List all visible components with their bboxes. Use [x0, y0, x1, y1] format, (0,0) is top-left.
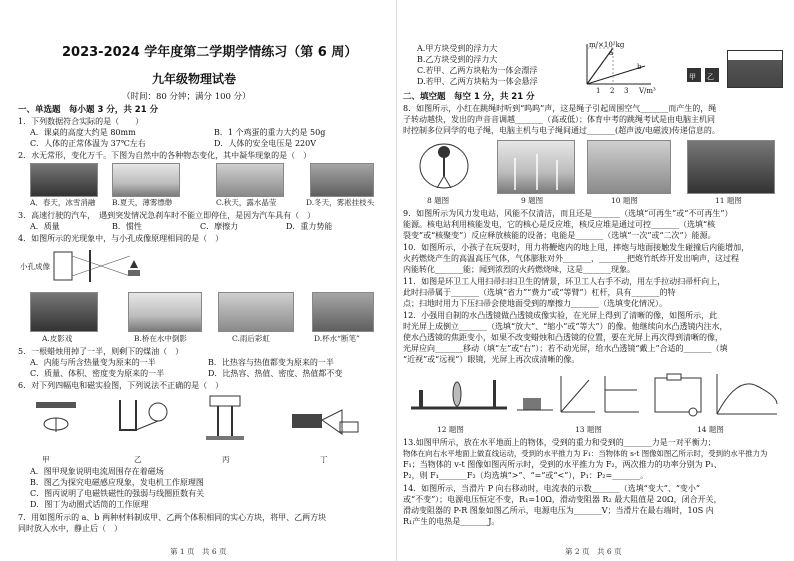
pinhole-diagram [50, 246, 150, 286]
q4-option-a: A.皮影戏 [42, 334, 73, 343]
fig8-caption: 8 题图 [427, 196, 450, 205]
fig9-turbine-shapes [497, 140, 573, 192]
question-7-line-2: 同时放入水中，静止后（ ） [18, 524, 122, 533]
question-4: 4．如图所示的光现象中，与小孔成像原理相同的是（ ） [18, 234, 224, 243]
question-11-line-3: 点；扫地时用力下压扫帚会使地面受到的摩擦力_______（选填变化情况）。 [403, 299, 667, 308]
exam-meta: （时间：80 分钟；满分 100 分） [122, 92, 251, 102]
question-12-line-5: “近视”或“远视”）眼镜，光屏上再次成清晰的像。 [403, 355, 580, 364]
q4-option-d: D.杯水“断笔” [314, 334, 360, 343]
exam-subtitle: 九年级物理试卷 [152, 72, 237, 86]
graph-tick-3: 3 [624, 87, 629, 95]
q6-diagrams [30, 392, 370, 454]
page-footer-1: 第 1 页 共 6 页 [170, 547, 227, 556]
q6-label-ding: 丁 [320, 455, 328, 464]
q6-option-a: A．图甲现象说明电流周围存在着磁场 [30, 467, 164, 476]
water-tank [727, 50, 783, 88]
question-5: 5．一根蜡烛用掉了一半，则剩下的煤油（ ） [18, 347, 184, 356]
section-single-choice: 一、单选题 每小题 3 分，共 21 分 [18, 105, 159, 115]
question-1: 1．下列数据符合实际的是（ ） [18, 117, 144, 126]
question-11-line-2: 此时扫帚属于_______（选填“省力”“费力”或“等臂”）杠杆，具有_______的特 [403, 288, 676, 297]
graph-tick-1: 1 [596, 87, 601, 95]
question-13-line-1: 13.如图甲所示，放在水平地面上的物体，受到的重力和受到的_______力是一对平衡力； [403, 438, 716, 447]
q6-option-b: B．图乙为探究电磁感应现象，发电机工作原理图 [30, 478, 204, 487]
pinhole-label: 小孔成像 [20, 262, 50, 271]
q6-label-bing: 丙 [222, 455, 230, 464]
q4-image-bridge-reflection [128, 292, 202, 332]
q4-image-rainbow [218, 292, 294, 332]
q2-image-rime [310, 163, 374, 197]
q3-option-d: D．重力势能 [286, 222, 333, 231]
question-13-line-2: 物体在向右水平地面上做直线运动，受到的水平推力为 F₁：当物体的 s-t 图像如图乙所示时，受到的水平推力为 [403, 449, 768, 458]
question-9-line-2: 能源。核电站利用核能发电，它的核心是反应堆，核反应堆是通过可控_______（选填“核 [403, 220, 716, 229]
question-10-line-1: 10．如图所示，小孩子在玩耍时，用力将鞭炮内的地上甩，摔炮与地面接触发生碰撞后内能增加， [403, 243, 750, 252]
q3-option-b: B．惯性 [112, 222, 142, 231]
q6-label-yi: 乙 [134, 455, 142, 464]
q3-option-a: A．质量 [30, 222, 60, 231]
right-column [397, 0, 794, 561]
q4-option-b: B.桥在水中倒影 [134, 334, 187, 343]
q3-option-c: C．摩擦力 [200, 222, 239, 231]
fig12-14-diagrams [407, 368, 783, 424]
q5-option-a: A．内能与所含热量变为原来的一半 [30, 358, 156, 367]
section-fill-blank: 二、填空题 每空 1 分，共 21 分 [403, 92, 535, 102]
q4-image-shadow-play [30, 292, 98, 332]
graph-line-a: a [609, 49, 614, 57]
question-11-line-1: 11．如图是环卫工人用扫帚扫扫卫生的情景，环卫工人右手不动，用左手拉动扫帚杆向上， [403, 277, 726, 286]
q2-option-b: B.夏天，薄雾缥缈 [112, 198, 173, 207]
question-13-line-4: P₂，则 F₁_______F₂（均选填“>”、“=”或“<”），P₁：P₂=_______。 [403, 471, 649, 480]
question-14-line-1: 14．如图所示，当滑片 P 向右移动时，电流表的示数_______（选填“变大”、“变小” [403, 484, 701, 493]
question-9-line-3: 裂变”或“核聚变”）反应释放核能的设备；电能是_______（选填“一次”或“二次”）能源。 [403, 231, 716, 240]
q1-option-d: D．人体的安全电压是 220V [214, 139, 317, 148]
question-8-line-2: 子转动越快，发出的声音音调越_______（高或低）；体育中考的跳绳考试是由电脑主机同 [403, 115, 715, 124]
question-14-line-2: 或“不变”）；电源电压恒定不变，R₁=10Ω，滑动变阻器 R₂ 最大阻值是 20Ω，闭合开关， [403, 495, 722, 504]
q2-image-dew [216, 163, 284, 197]
q7-option-a: A.甲方块受到的浮力大 [417, 44, 498, 53]
q7-option-b: B.乙方块受到的浮力大 [417, 55, 498, 64]
q4-option-c: C.雨后彩虹 [232, 334, 270, 343]
graph-x-label: V/m³ [639, 87, 656, 95]
q6-option-d: D．图丁为动圈式话筒的工作原理 [30, 500, 149, 509]
q2-image-ice [30, 163, 98, 197]
question-2: 2．水无常形，变化万千。下图为自然中的各种物态变化，其中凝华现象的是（ ） [18, 151, 312, 160]
question-8-line-1: 8．如图所示，小红在跳绳时听到“呜呜”声，这是绳子引起周围空气_______而产生的，绳 [403, 104, 717, 113]
fig12-caption: 12 题图 [437, 425, 464, 434]
fig11-caption: 11 题图 [715, 196, 742, 205]
q1-option-a: A．课桌的高度大约是 80mm [30, 128, 136, 137]
fig10-caption: 10 题图 [611, 196, 638, 205]
question-12-line-4: 光屏应向_______移动（填“左”或“右”）；若不动光屏，给水凸透镜“戴上”合适的_______（填 [403, 344, 728, 353]
q2-option-c: C.秋天，露水晶莹 [216, 198, 277, 207]
fig9-caption: 9 题图 [521, 196, 544, 205]
question-9-line-1: 9．如图所示为风力发电站，风能不仅清洁，而且还是_______（选填“可再生”或“不可再生”） [403, 209, 733, 218]
q7-option-d: D.若甲、乙两方块粘为一体会悬浮 [417, 77, 538, 86]
fig14-caption: 14 题图 [697, 425, 724, 434]
question-3: 3．高速行驶的汽车， 遇到突发情况急刹车时不能立即停住，是因为汽车具有（ ） [18, 211, 316, 220]
q5-option-d: D．比热容、热值、密度、热值都不变 [208, 369, 343, 378]
q7-option-c: C.若甲、乙两方块粘为一体会漂浮 [417, 66, 538, 75]
fig8-jump-rope [409, 138, 479, 192]
question-7-line-1: 7．用如图所示的 a、b 两种材料制成甲、乙两个体积相同的实心方块，将甲、乙两方块 [18, 513, 327, 522]
fig10-firecracker-kids [587, 140, 671, 194]
graph-tick-2: 2 [610, 87, 615, 95]
block-jia-label: 甲 [689, 73, 696, 81]
question-12-line-1: 12．小强用自制的水凸透镜做凸透镜成像实验，在光屏上得到了清晰的像，如图所示，此 [403, 311, 718, 320]
fig13-caption: 13 题图 [575, 425, 602, 434]
q2-image-fog [112, 163, 180, 197]
q1-option-c: C．人体的正常体温为 37℃左右 [30, 139, 146, 148]
page-footer-2: 第 2 页 共 6 页 [565, 547, 622, 556]
q4-image-broken-pen [312, 292, 374, 332]
question-12-line-3: 使水凸透镜的焦距变小，如果不改变蜡烛和凸透镜的位置，要在光屏上再次得到清晰的像， [403, 333, 723, 342]
q1-option-b: B．1 个鸡蛋的重力大约是 50g [214, 128, 326, 137]
q6-option-c: C．图丙说明了电磁铁磁性的强弱与线圈匝数有关 [30, 489, 205, 498]
q5-option-c: C．质量、体积、密度变为原来的一半 [30, 369, 165, 378]
q6-label-jia: 甲 [42, 455, 50, 464]
q2-option-a: A．春天，冰雪消融 [30, 198, 96, 207]
question-12-line-2: 时光屏上成倒立_______（选填“放大”、“缩小”或“等大”）的像。他继续向水凸透镜内注水， [403, 322, 728, 331]
fig11-street-sweeper [687, 140, 775, 194]
q5-option-b: B．比热容与热值都变为原来的一半 [208, 358, 334, 367]
graph-line-b: b [637, 63, 642, 71]
question-14-line-3: 滑动变阻器的 P-R 图象如图乙所示，电源电压为_______V；当滑片在最右端时，10S 内 [403, 506, 714, 515]
question-10-line-3: 内能转化_______能；闻到浓烈的火药燃烧味，这是_______现象。 [403, 265, 635, 274]
question-10-line-2: 火药燃烧产生的高温高压气体，气体膨胀对外_______，_______把炮竹纸炸开发出响声，这过程 [403, 254, 739, 263]
q2-option-d: D.冬天，雾凇挂枝头 [306, 198, 375, 207]
question-14-line-4: R₁产生的电热是_______J。 [403, 517, 500, 526]
graph-y-label: m/×10²kg [589, 41, 625, 49]
question-8-line-3: 时控制多位同学的电子绳，电脑主机与电子绳间通过_______(超声波/电磁波)传递信息的。 [403, 126, 720, 135]
block-yi-label: 乙 [707, 73, 714, 81]
question-6: 6．对下列四幅电和磁实验图，下列说法不正确的是（ ） [18, 381, 224, 390]
question-13-line-3: F₁；当物体的 v-t 图像如图丙所示时，受到的水平推力为 F₂，两次推力的功率分别为 P₁、 [403, 460, 722, 469]
exam-title: 2023-2024 学年度第二学期学情练习（第 6 周） [62, 45, 358, 60]
